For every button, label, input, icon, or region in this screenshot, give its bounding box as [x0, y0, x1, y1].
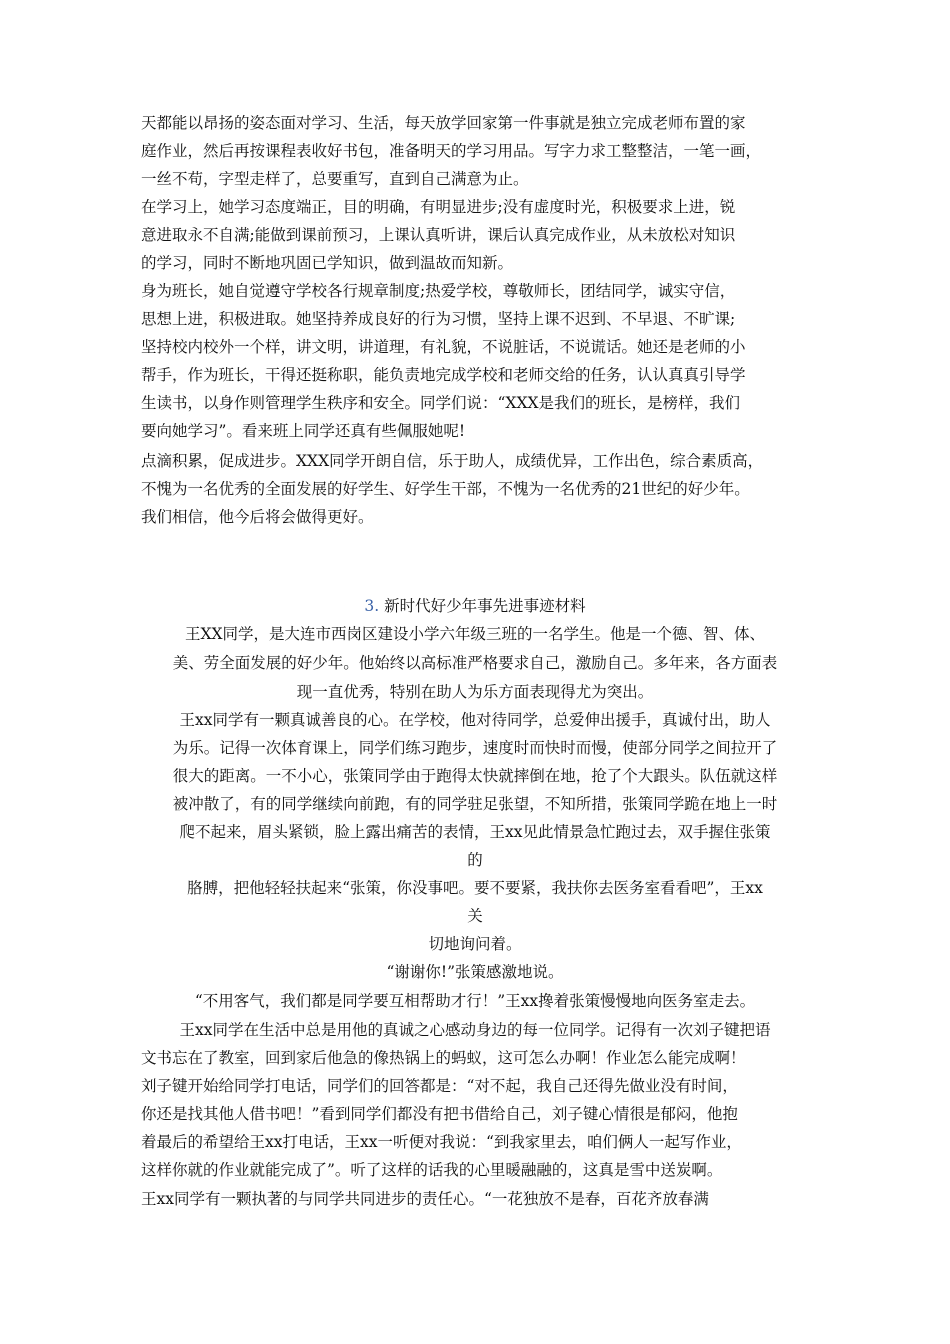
story-line: 关: [467, 907, 483, 925]
paragraph-line: 的学习，同时不断地巩固已学知识，做到温故而知新。: [141, 254, 514, 272]
paragraph-line: 要向她学习”。看来班上同学还真有些佩服她呢!: [141, 422, 466, 440]
paragraph-line: 思想上进，积极进取。她坚持养成良好的行为习惯，坚持上课不迟到、不早退、不旷课;: [141, 310, 736, 328]
paragraph-line: 文书忘在了教室，回到家后他急的像热锅上的蚂蚁，这可怎么办啊！作业怎么能完成啊！: [141, 1049, 746, 1067]
paragraph-line: 身为班长，她自觉遵守学校各行规章制度;热爱学校，尊敬师长，团结同学，诚实守信，: [141, 282, 736, 300]
story-line: 王xx同学有一颗真诚善良的心。在学校，他对待同学，总爱伸出援手，真诚付出，助人: [179, 711, 771, 729]
paragraph-line: 你还是找其他人借书吧！”看到同学们都没有把书借给自己，刘子键心情很是郁闷，他抱: [141, 1105, 738, 1123]
section-heading: [0, 596, 950, 616]
paragraph-line: 帮手，作为班长，干得还挺称职，能负责地完成学校和老师交给的任务，认认真真引导学: [141, 366, 746, 384]
intro-line: 美、劳全面发展的好少年。他始终以高标准严格要求自己，激励自己。多年来，各方面表: [172, 654, 778, 672]
story-line: 的: [467, 851, 483, 869]
paragraph-line: 一丝不苟，字型走样了，总要重写，直到自己满意为止。: [141, 170, 529, 188]
story-line: 切地询问着。: [428, 935, 522, 953]
intro-line: 现一直优秀，特别在助人为乐方面表现得尤为突出。: [296, 683, 654, 701]
section-heading-text: 新时代好少年事先进事迹材料: [384, 597, 586, 615]
story-line: 胳膊，把他轻轻扶起来“张策，你没事吧。要不要紧，我扶你去医务室看看吧”，王xx: [187, 879, 763, 897]
paragraph-line: 在学习上，她学习态度端正，目的明确，有明显进步;没有虚度时光，积极要求上进，锐: [141, 198, 736, 216]
paragraph-line: 不愧为一名优秀的全面发展的好学生、好学生干部，不愧为一名优秀的21世纪的好少年。: [141, 480, 750, 498]
paragraph-line: 王xx同学有一颗执著的与同学共同进步的责任心。“一花独放不是春，百花齐放春满: [141, 1190, 709, 1208]
story-line: 很大的距离。一不小心，张策同学由于跑得太快就摔倒在地，抢了个大跟头。队伍就这样: [172, 767, 778, 785]
paragraph-line: 天都能以昂扬的姿态面对学习、生活，每天放学回家第一件事就是独立完成老师布置的家: [141, 114, 746, 132]
paragraph-line: 坚持校内校外一个样，讲文明，讲道理，有礼貌，不说脏话，不说谎话。她还是老师的小: [141, 338, 746, 356]
section-heading-number: 3.: [364, 597, 380, 615]
paragraph-line: 王xx同学在生活中总是用他的真诚之心感动身边的每一位同学。记得有一次刘子键把语: [179, 1021, 771, 1039]
paragraph-line: 点滴积累，促成进步。XXX同学开朗自信，乐于助人，成绩优异，工作出色，综合素质高，: [141, 452, 764, 470]
paragraph-line: 这样你就的作业就能完成了”。听了这样的话我的心里暖融融的，这真是雪中送炭啊。: [141, 1161, 723, 1179]
paragraph-line: 庭作业，然后再按课程表收好书包，准备明天的学习用品。写字力求工整整洁，一笔一画，: [141, 142, 762, 160]
story-line: “不用客气，我们都是同学要互相帮助才行！”王xx搀着张策慢慢地向医务室走去。: [194, 992, 756, 1010]
story-line: 被冲散了，有的同学继续向前跑，有的同学驻足张望，不知所措，张策同学跪在地上一时: [172, 795, 778, 813]
intro-line: 王XX同学，是大连市西岗区建设小学六年级三班的一名学生。他是一个德、智、体、: [184, 625, 766, 643]
paragraph-line: 生读书，以身作则管理学生秩序和安全。同学们说：“XXX是我们的班长，是榜样，我们: [141, 394, 741, 412]
story-line: 为乐。记得一次体育课上，同学们练习跑步，速度时而快时而慢，使部分同学之间拉开了: [172, 739, 778, 757]
paragraph-line: 我们相信，他今后将会做得更好。: [141, 508, 374, 526]
story-line: “谢谢你!”张策感激地说。: [386, 963, 564, 981]
story-line: 爬不起来，眉头紧锁，脸上露出痛苦的表情，王xx见此情景急忙跑过去，双手握住张策: [179, 823, 771, 841]
paragraph-line: 刘子键开始给同学打电话，同学们的回答都是：“对不起，我自己还得先做业没有时间，: [141, 1077, 738, 1095]
paragraph-line: 意进取永不自满;能做到课前预习，上课认真听讲，课后认真完成作业，从未放松对知识: [141, 226, 736, 244]
paragraph-line: 着最后的希望给王xx打电话，王xx一听便对我说：“到我家里去，咱们俩人一起写作业，: [141, 1133, 742, 1151]
